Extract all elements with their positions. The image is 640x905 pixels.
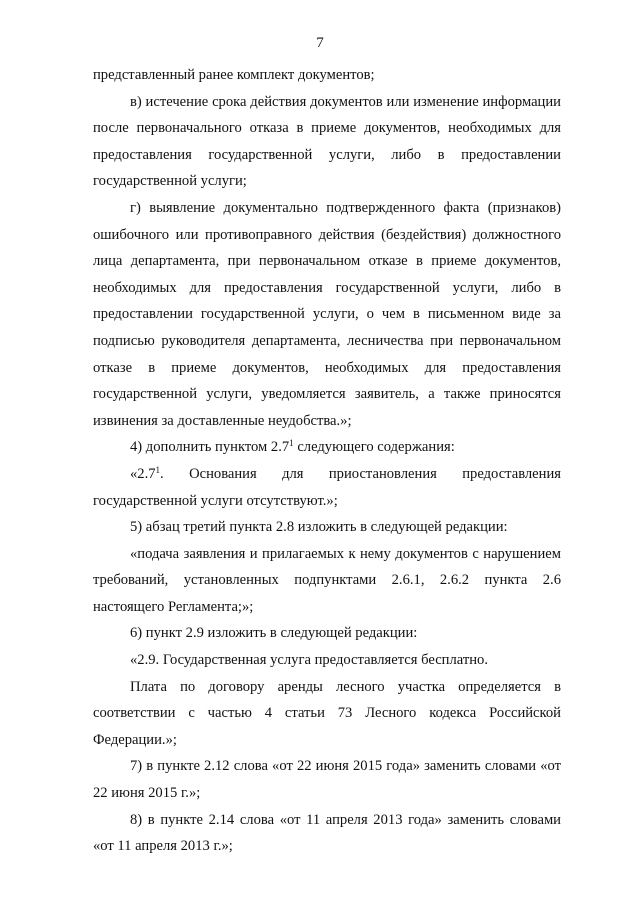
paragraph-amendment-6: 6) пункт 2.9 изложить в следующей редакции: (130, 625, 418, 642)
paragraph-amendment-5: 5) абзац третий пункта 2.8 изложить в следующей редакции: (130, 519, 508, 536)
paragraph-item-g: г) выявление документально подтвержденного факта (признаков) ошибочного или противоправного действия (бездействия) должностного лица департамента, при первоначальном отказе в приеме документов, необходимых для предоставления государственной услуги, либо в предоставлении государственной услуги, о чем в письменном виде за подписью руководителя департамента, лесничества при первоначальном отказе в приеме документов, необходимых для предоставления государственной услуги, уведомляется заявитель, а также приносятся извинения за доставленные неудобства.»; (93, 199, 561, 429)
paragraph-continuation: представленный ранее комплект документов; (93, 67, 375, 83)
paragraph-amendment-4: 4) дополнить пунктом $2.7^1$ следующего содержания: (130, 438, 455, 456)
paragraph-amendment-8: 8) в пункте 2.14 слова «от 11 апреля 2013 года» заменить словами «от 11 апреля 2013 г.»; (93, 811, 561, 855)
paragraph-clause-2-7-1: «$2.7^1$. Основания для приостановления предоставления государственной услуги отсутствуют.»; (93, 464, 561, 509)
paragraph-clause-2-9: «2.9. Государственная услуга предоставляется бесплатно. (130, 652, 489, 669)
document-body (93, 62, 561, 860)
paragraph-amendment-7: 7) в пункте 2.12 слова «от 22 июня 2015 года» заменить словами «от 22 июня 2015 г.»; (93, 758, 561, 802)
paragraph-clause-2-9-fee: Плата по договору аренды лесного участка определяется в соответствии с частью 4 статьи 73 Лесного кодекса Российской Федерации.»; (93, 678, 561, 748)
page-number: 7 (316, 35, 324, 51)
paragraph-item-v: в) истечение срока действия документов или изменение информации после первоначального отказа в приеме документов, необходимых для предоставления государственной услуги, либо в предоставлении государственной услуги; (93, 93, 561, 190)
paragraph-clause-2-8-text: «подача заявления и прилагаемых к нему документов с нарушением требований, установленных подпунктами 2.6.1, 2.6.2 пункта 2.6 настоящего Регламента;»; (93, 545, 561, 615)
